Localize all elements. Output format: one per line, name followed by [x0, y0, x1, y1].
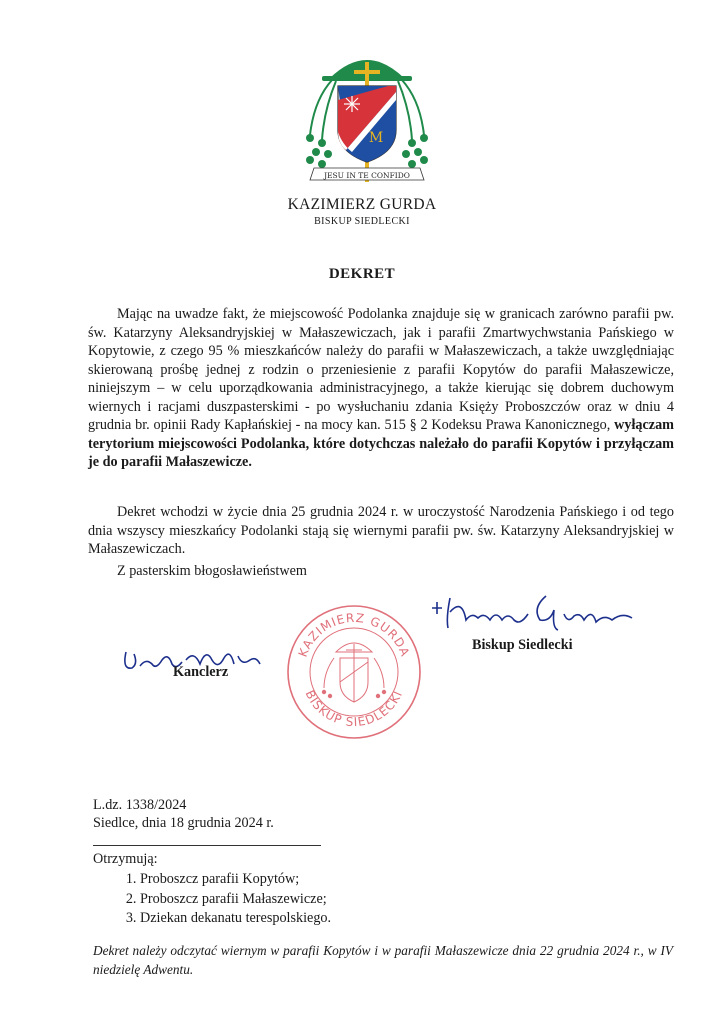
list-item: 2. Proboszcz parafii Małaszewicze;	[140, 890, 331, 910]
place-and-date: Siedlce, dnia 18 grudnia 2024 r.	[93, 815, 274, 831]
stamp-top-text: KAZIMIERZ GURDA	[295, 610, 413, 659]
author-title: BISKUP SIEDLECKI	[314, 216, 410, 227]
recipients-label: Otrzymują:	[93, 851, 158, 867]
decree-paragraph-1-bold: wyłączam terytorium miejscowości Podolanka, które dotychczas należało do parafii Kopytów i przyłączam je do parafii Małaszewicze.	[88, 417, 674, 470]
reference-number: L.dz. 1338/2024	[93, 797, 187, 813]
list-item: 3. Dziekan dekanatu terespolskiego.	[140, 909, 331, 929]
closing-blessing: Z pasterskim błogosławieństwem	[117, 563, 307, 579]
svg-text:M: M	[368, 130, 384, 146]
decree-paragraph-2: Dekret wchodzi w życie dnia 25 grudnia 2024 r. w uroczystość Narodzenia Pańskiego i od tego dnia wszyscy mieszkańcy Podolanki stają się wiernymi parafii pw. św. Katarzyny Aleksandryjskiej w Małaszewiczach.	[88, 504, 674, 557]
motto-text: JESU IN TE CONFIDO	[324, 171, 410, 180]
recipients-list	[122, 870, 331, 929]
coat-of-arms-emblem	[292, 40, 442, 190]
document-title: DEKRET	[328, 266, 396, 282]
author-name: KAZIMIERZ GURDA	[287, 196, 437, 213]
chancellor-handwritten-signature	[120, 630, 270, 690]
reading-instruction-note: Dekret należy odczytać wiernym w parafii Kopytów i w parafii Małaszewicze dnia 22 grudnia 2024 r., w IV niedzielę Adwentu.	[93, 943, 673, 977]
chancellor-label: Kanclerz	[173, 664, 229, 680]
decree-paragraph-1-text: Mając na uwadze fakt, że miejscowość Podolanka znajduje się w granicach zarówno parafii pw. św. Katarzyny Aleksandryjskiej w Małaszewiczach, jak i parafii Zmartwychwstania Pańskiego w Kopytowie, z czego 95 % mieszkańców należy do parafii w Małaszewiczach, a także uwzględniając skierowaną prośbę jednej z rodzin o przeniesienie z parafii Kopytów do parafii Małaszewicze, niniejszym – w celu uporządkowania administracyjnego, a także kierując się dobrem duchowym wiernych i racjami duszpasterskimi - po wysłuchaniu zdania Księży Proboszczów oraz w dniu 4 grudnia br. opinii Rady Kapłańskiej - na mocy kan. 515 § 2 Kodeksu Prawa Kanonicznego,	[88, 306, 674, 433]
official-seal-stamp	[286, 602, 422, 742]
decree-paragraph-1	[88, 305, 674, 472]
list-item: 1. Proboszcz parafii Kopytów;	[140, 870, 331, 890]
bishop-handwritten-signature	[428, 588, 638, 638]
stamp-bottom-text: BISKUP SIEDLECKI	[302, 687, 406, 730]
bishop-label: Biskup Siedlecki	[472, 637, 573, 653]
divider-line	[93, 845, 321, 846]
